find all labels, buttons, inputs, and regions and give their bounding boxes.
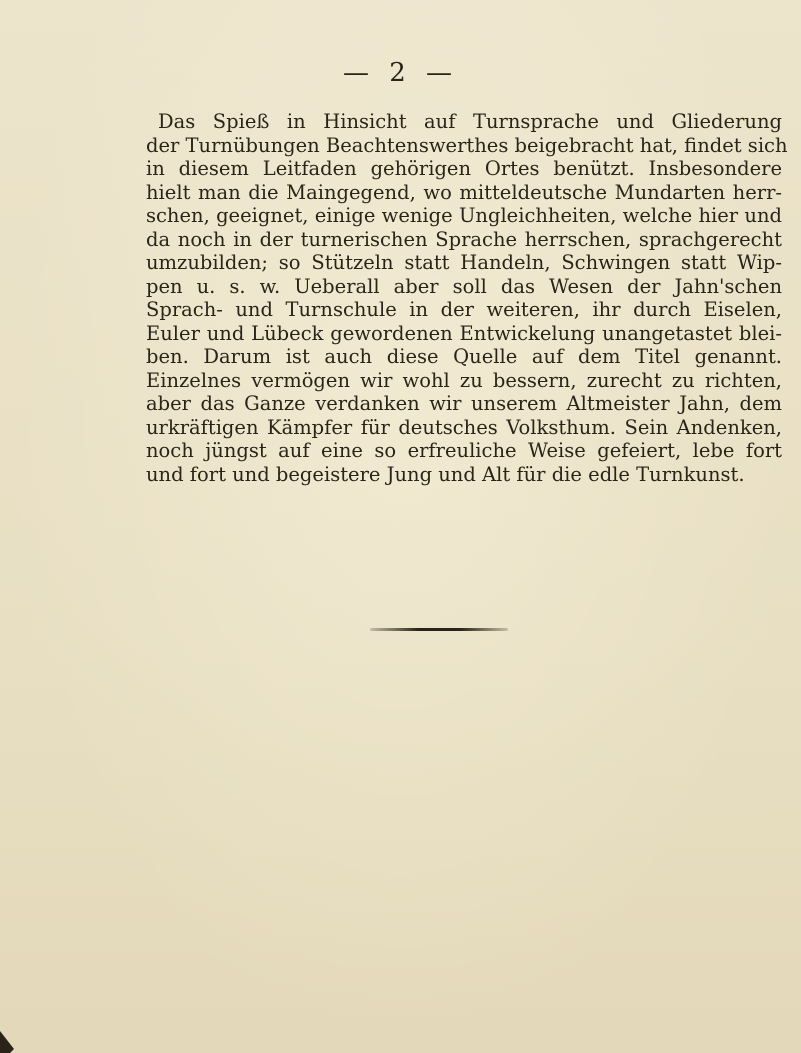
text-line: in diesem Leitfaden gehörigen Ortes benützt. Insbesondere: [146, 157, 782, 180]
body-paragraph: [146, 110, 788, 486]
text-line: noch jüngst auf eine so erfreuliche Weise gefeiert, lebe fort: [146, 439, 782, 462]
text-line: pen u. s. w. Ueberall aber soll das Wesen der Jahn'schen: [146, 274, 782, 298]
text-line: Euler und Lübeck gewordenen Entwickelung unangetastet blei-: [146, 321, 782, 345]
corner-crease-mark: [0, 1031, 18, 1053]
text-line: hielt man die Maingegend, wo mitteldeutsche Mundarten herr-: [146, 180, 782, 204]
text-line: Das Spieß in Hinsicht auf Turnsprache und Gliederung: [158, 110, 782, 133]
text-line: da noch in der turnerischen Sprache herrschen, sprachgerecht: [146, 227, 782, 251]
text-line: urkräftigen Kämpfer für deutsches Volksthum. Sein Andenken,: [146, 415, 782, 439]
page-number: — 2 —: [342, 58, 459, 88]
text-line: Einzelnes vermögen wir wohl zu bessern, zurecht zu richten,: [146, 368, 782, 392]
decorative-rule: [370, 628, 508, 631]
text-line: ben. Darum ist auch diese Quelle auf dem Titel genannt.: [146, 345, 782, 368]
text-line: der Turnübungen Beachtenswerthes beigebracht hat, findet sich: [146, 133, 788, 157]
text-line: umzubilden; so Stützeln statt Handeln, Schwingen statt Wip-: [146, 251, 782, 274]
text-line: und fort und begeistere Jung und Alt für die edle Turnkunst.: [146, 462, 745, 486]
text-line: schen, geeignet, einige wenige Ungleichheiten, welche hier und: [146, 204, 782, 227]
text-line: aber das Ganze verdanken wir unserem Altmeister Jahn, dem: [146, 392, 782, 415]
text-line: Sprach- und Turnschule in der weiteren, ihr durch Eiselen,: [146, 298, 782, 321]
